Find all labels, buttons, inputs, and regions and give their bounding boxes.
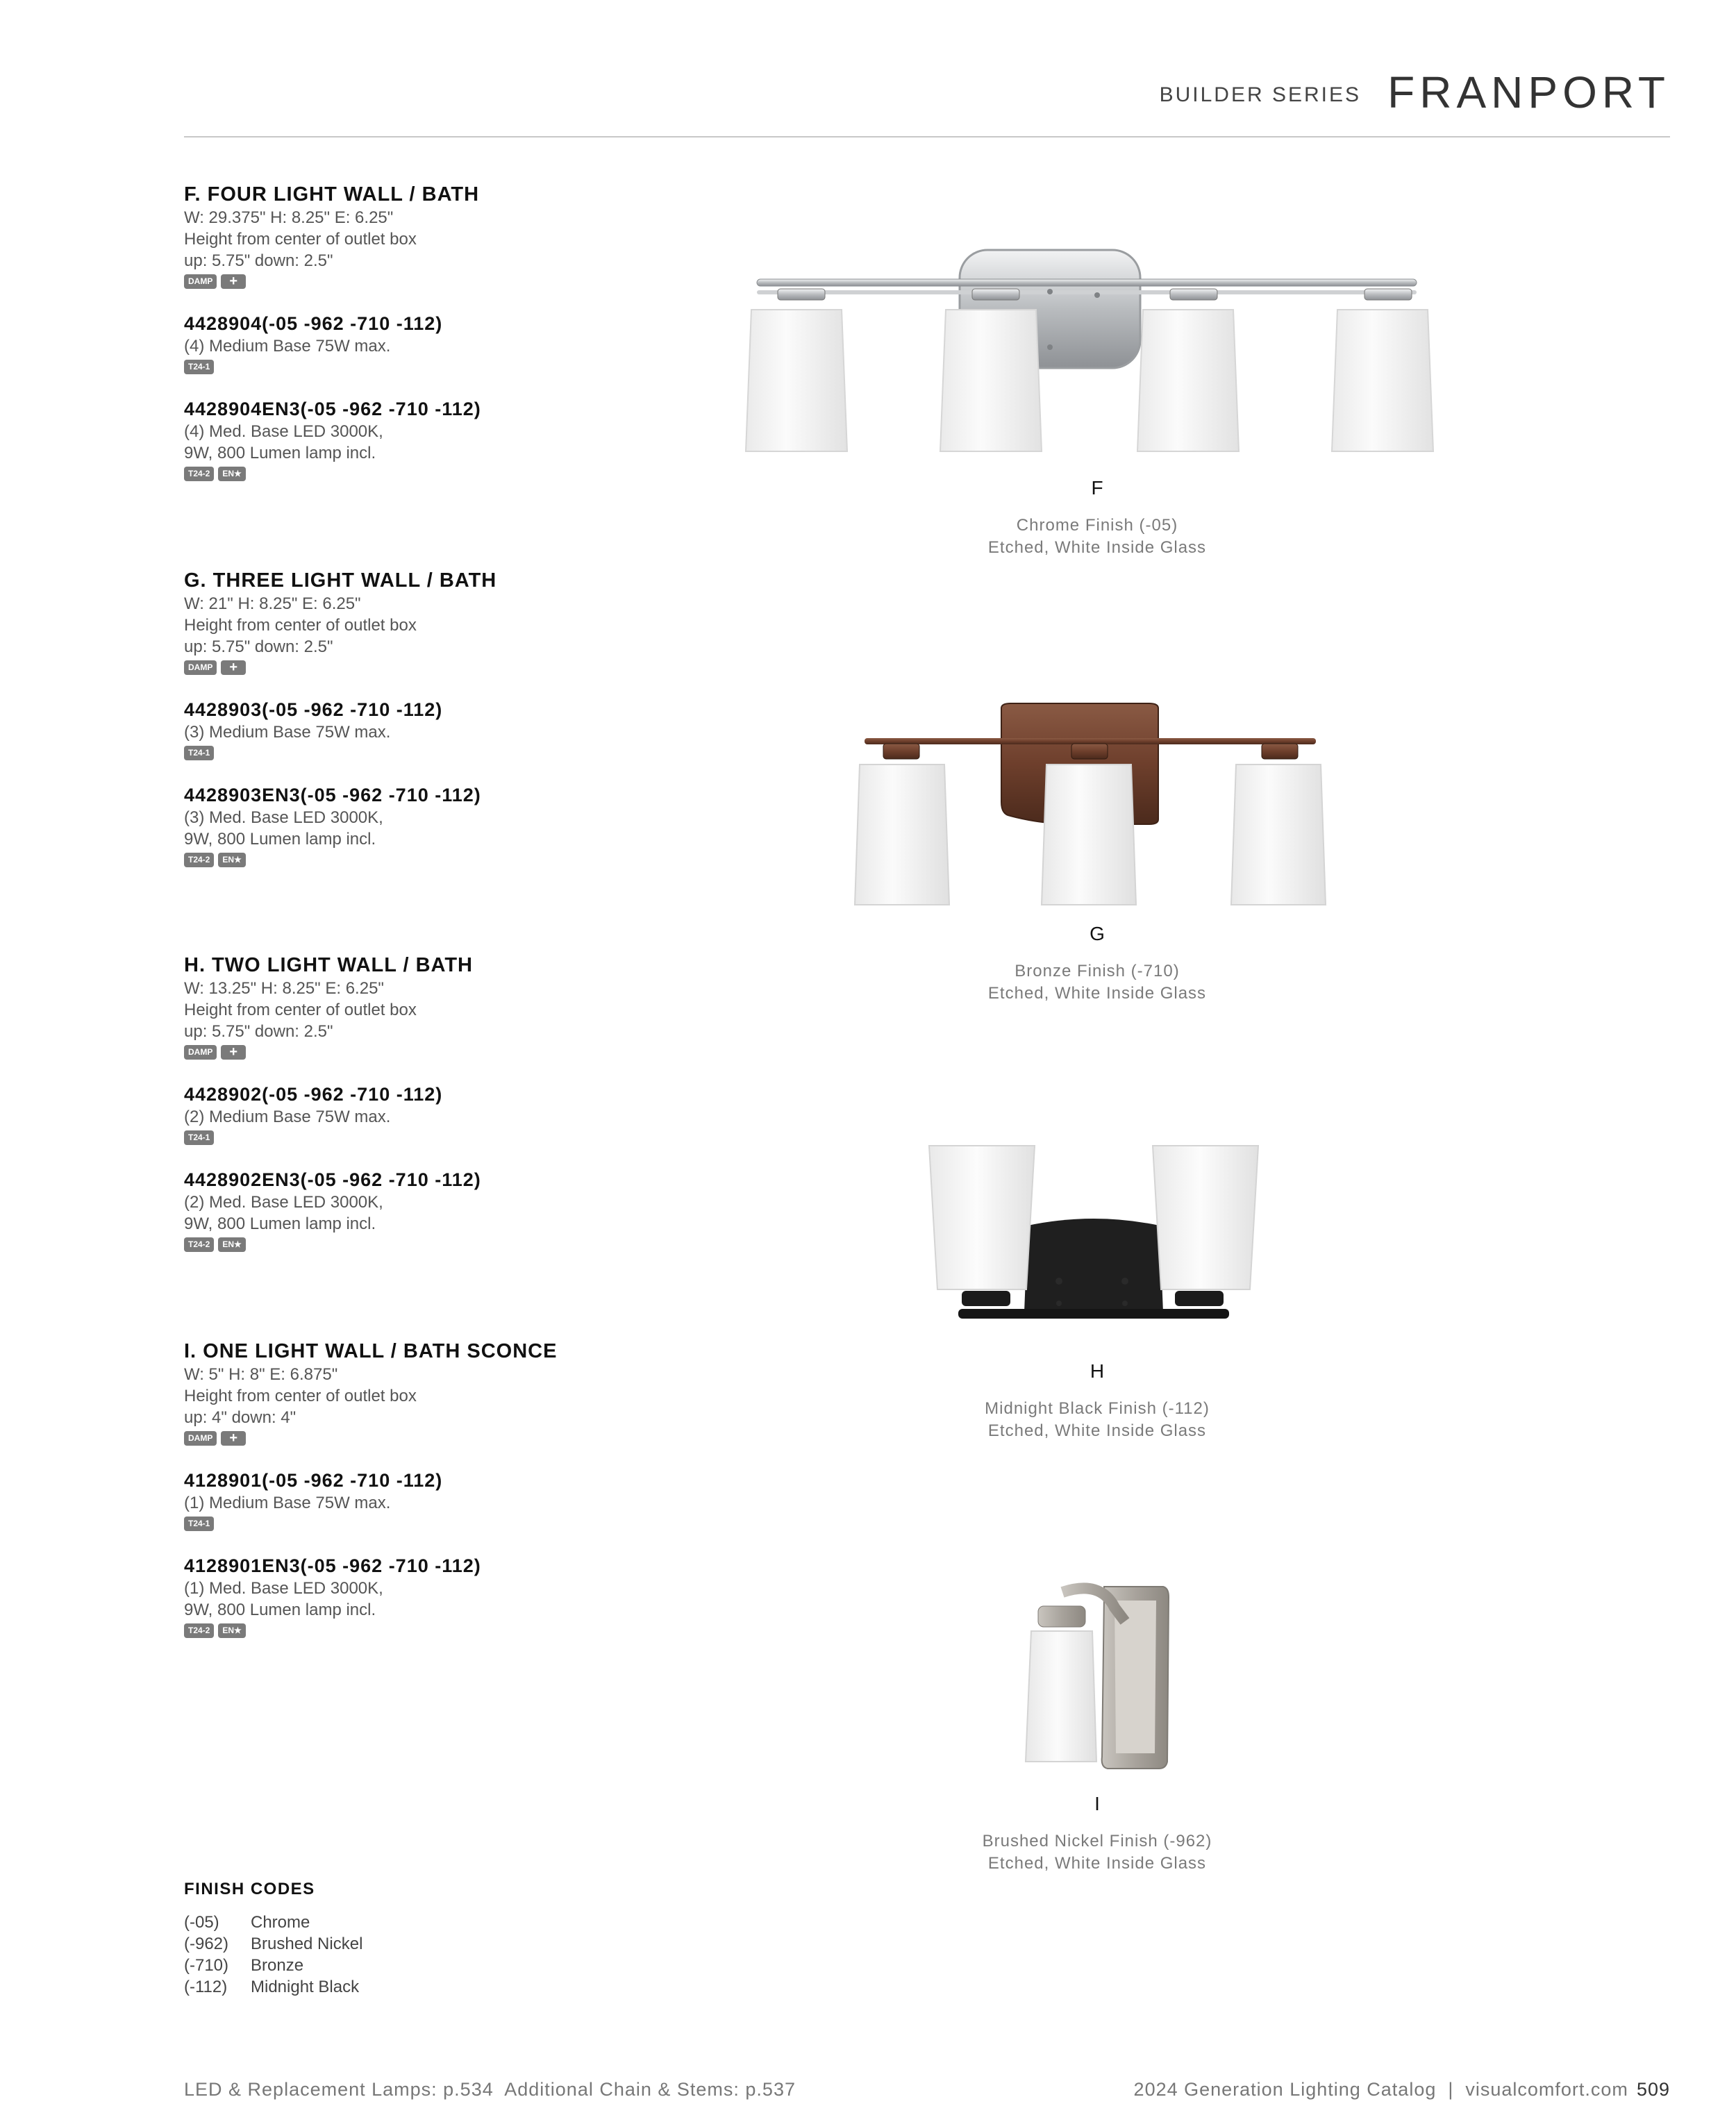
model-spec: (3) Med. Base LED 3000K, (184, 808, 383, 827)
spec-line: W: 13.25" H: 8.25" E: 6.25" (184, 979, 384, 998)
glass-label: Etched, White Inside Glass (987, 1854, 1207, 1873)
model-spec: (3) Medium Base 75W max. (184, 723, 391, 742)
product-letter: H (1090, 1360, 1105, 1382)
product-h-caption (854, 1360, 1340, 1442)
t24-badge: T24-2 (184, 1623, 214, 1638)
energy-star-badge: EN★ (218, 1623, 245, 1638)
model-number: 4428904EN3(-05 -962 -710 -112) (184, 399, 481, 419)
model-spec: 9W, 800 Lumen lamp incl. (184, 1601, 376, 1619)
energy-star-badge: EN★ (218, 1237, 245, 1252)
finish-codes-title: FINISH CODES (184, 1880, 315, 1898)
t24-badge: T24-2 (184, 853, 214, 867)
product-g-caption (854, 923, 1340, 1005)
damp-badge: DAMP (184, 1431, 217, 1446)
glass-label: Etched, White Inside Glass (987, 538, 1207, 557)
product-letter: F (1091, 477, 1103, 499)
product-f-image (736, 243, 1444, 465)
footer-catalog-text: 2024 Generation Lighting Catalog | visualcomfort.com (1133, 2079, 1628, 2100)
series-label: BUILDER SERIES (1159, 83, 1361, 106)
damp-badge: DAMP (184, 274, 217, 289)
footer-catalog (1134, 2079, 1670, 2100)
section-g (184, 568, 712, 869)
spec-line: up: 5.75" down: 2.5" (184, 1022, 333, 1041)
model-number: 4428903EN3(-05 -962 -710 -112) (184, 785, 481, 805)
finish-code: (-05) (184, 1913, 219, 1932)
model-spec: (2) Med. Base LED 3000K, (184, 1193, 383, 1212)
t24-badge: T24-1 (184, 360, 214, 374)
model-number: 4428904(-05 -962 -710 -112) (184, 313, 443, 334)
model-number: 4428902EN3(-05 -962 -710 -112) (184, 1169, 481, 1190)
glass-label: Etched, White Inside Glass (987, 984, 1207, 1003)
spec-line: Height from center of outlet box (184, 1001, 417, 1019)
glass-label: Etched, White Inside Glass (987, 1421, 1207, 1440)
finish-name: Brushed Nickel (251, 1935, 363, 1953)
model-spec: 9W, 800 Lumen lamp incl. (184, 444, 376, 462)
section-title: I. ONE LIGHT WALL / BATH SCONCE (184, 1340, 558, 1362)
damp-badge: DAMP (184, 1045, 217, 1060)
collection-title: FRANPORT (1387, 67, 1670, 117)
energy-star-badge: EN★ (218, 467, 245, 481)
finish-codes (184, 1880, 362, 1998)
product-letter: G (1090, 923, 1105, 944)
finish-code: (-112) (184, 1978, 228, 1996)
plus-badge: + (221, 1045, 246, 1060)
product-h-image (924, 1142, 1264, 1333)
finish-label: Chrome Finish (-05) (1016, 516, 1178, 535)
t24-badge: T24-1 (184, 1517, 214, 1531)
product-i-image (1010, 1580, 1177, 1778)
plus-badge: + (221, 274, 246, 289)
section-title: H. TWO LIGHT WALL / BATH (184, 954, 473, 976)
finish-code-row (184, 1912, 362, 1933)
model-spec: (2) Medium Base 75W max. (184, 1108, 391, 1126)
spec-line: up: 5.75" down: 2.5" (184, 637, 333, 656)
section-h (184, 953, 712, 1254)
finish-name: Chrome (251, 1913, 310, 1932)
finish-code: (-962) (184, 1935, 229, 1953)
model-spec: (1) Med. Base LED 3000K, (184, 1579, 383, 1598)
product-g-image (840, 698, 1340, 913)
model-spec: (4) Med. Base LED 3000K, (184, 422, 383, 441)
damp-badge: DAMP (184, 660, 217, 675)
finish-code-row (184, 1955, 362, 1976)
finish-label: Midnight Black Finish (-112) (985, 1399, 1210, 1418)
spec-line: Height from center of outlet box (184, 1387, 417, 1405)
model-number: 4428903(-05 -962 -710 -112) (184, 699, 443, 720)
finish-code-row (184, 1976, 362, 1998)
footer-lamp-references: LED & Replacement Lamps: p.534 Additional Chain & Stems: p.537 (184, 2079, 796, 2100)
spec-line: W: 5" H: 8" E: 6.875" (184, 1365, 338, 1384)
finish-code-row (184, 1933, 362, 1955)
model-spec: 9W, 800 Lumen lamp incl. (184, 1214, 376, 1233)
t24-badge: T24-1 (184, 1130, 214, 1145)
finish-code: (-710) (184, 1956, 229, 1975)
finish-label: Brushed Nickel Finish (-962) (982, 1832, 1212, 1851)
spec-line: up: 4" down: 4" (184, 1408, 297, 1427)
finish-label: Bronze Finish (-710) (1015, 962, 1180, 980)
product-f-caption (854, 477, 1340, 559)
model-number: 4128901(-05 -962 -710 -112) (184, 1470, 443, 1491)
product-letter: I (1094, 1793, 1100, 1814)
spec-column (184, 0, 712, 1875)
section-title: F. FOUR LIGHT WALL / BATH (184, 183, 480, 206)
spec-line: Height from center of outlet box (184, 616, 417, 635)
spec-line: Height from center of outlet box (184, 230, 417, 249)
plus-badge: + (221, 660, 246, 675)
product-i-caption (854, 1793, 1340, 1875)
section-i (184, 1339, 712, 1640)
page-number: 509 (1636, 2079, 1670, 2100)
spec-line: W: 29.375" H: 8.25" E: 6.25" (184, 208, 394, 227)
model-number: 4428902(-05 -962 -710 -112) (184, 1084, 443, 1105)
model-number: 4128901EN3(-05 -962 -710 -112) (184, 1555, 481, 1576)
section-f (184, 182, 712, 483)
spec-line: up: 5.75" down: 2.5" (184, 251, 333, 270)
t24-badge: T24-2 (184, 467, 214, 481)
model-spec: (4) Medium Base 75W max. (184, 337, 391, 356)
t24-badge: T24-1 (184, 746, 214, 760)
t24-badge: T24-2 (184, 1237, 214, 1252)
finish-name: Bronze (251, 1956, 304, 1975)
plus-badge: + (221, 1431, 246, 1446)
finish-name: Midnight Black (251, 1978, 360, 1996)
section-title: G. THREE LIGHT WALL / BATH (184, 569, 497, 592)
spec-line: W: 21" H: 8.25" E: 6.25" (184, 594, 361, 613)
energy-star-badge: EN★ (218, 853, 245, 867)
model-spec: 9W, 800 Lumen lamp incl. (184, 830, 376, 849)
model-spec: (1) Medium Base 75W max. (184, 1494, 391, 1512)
